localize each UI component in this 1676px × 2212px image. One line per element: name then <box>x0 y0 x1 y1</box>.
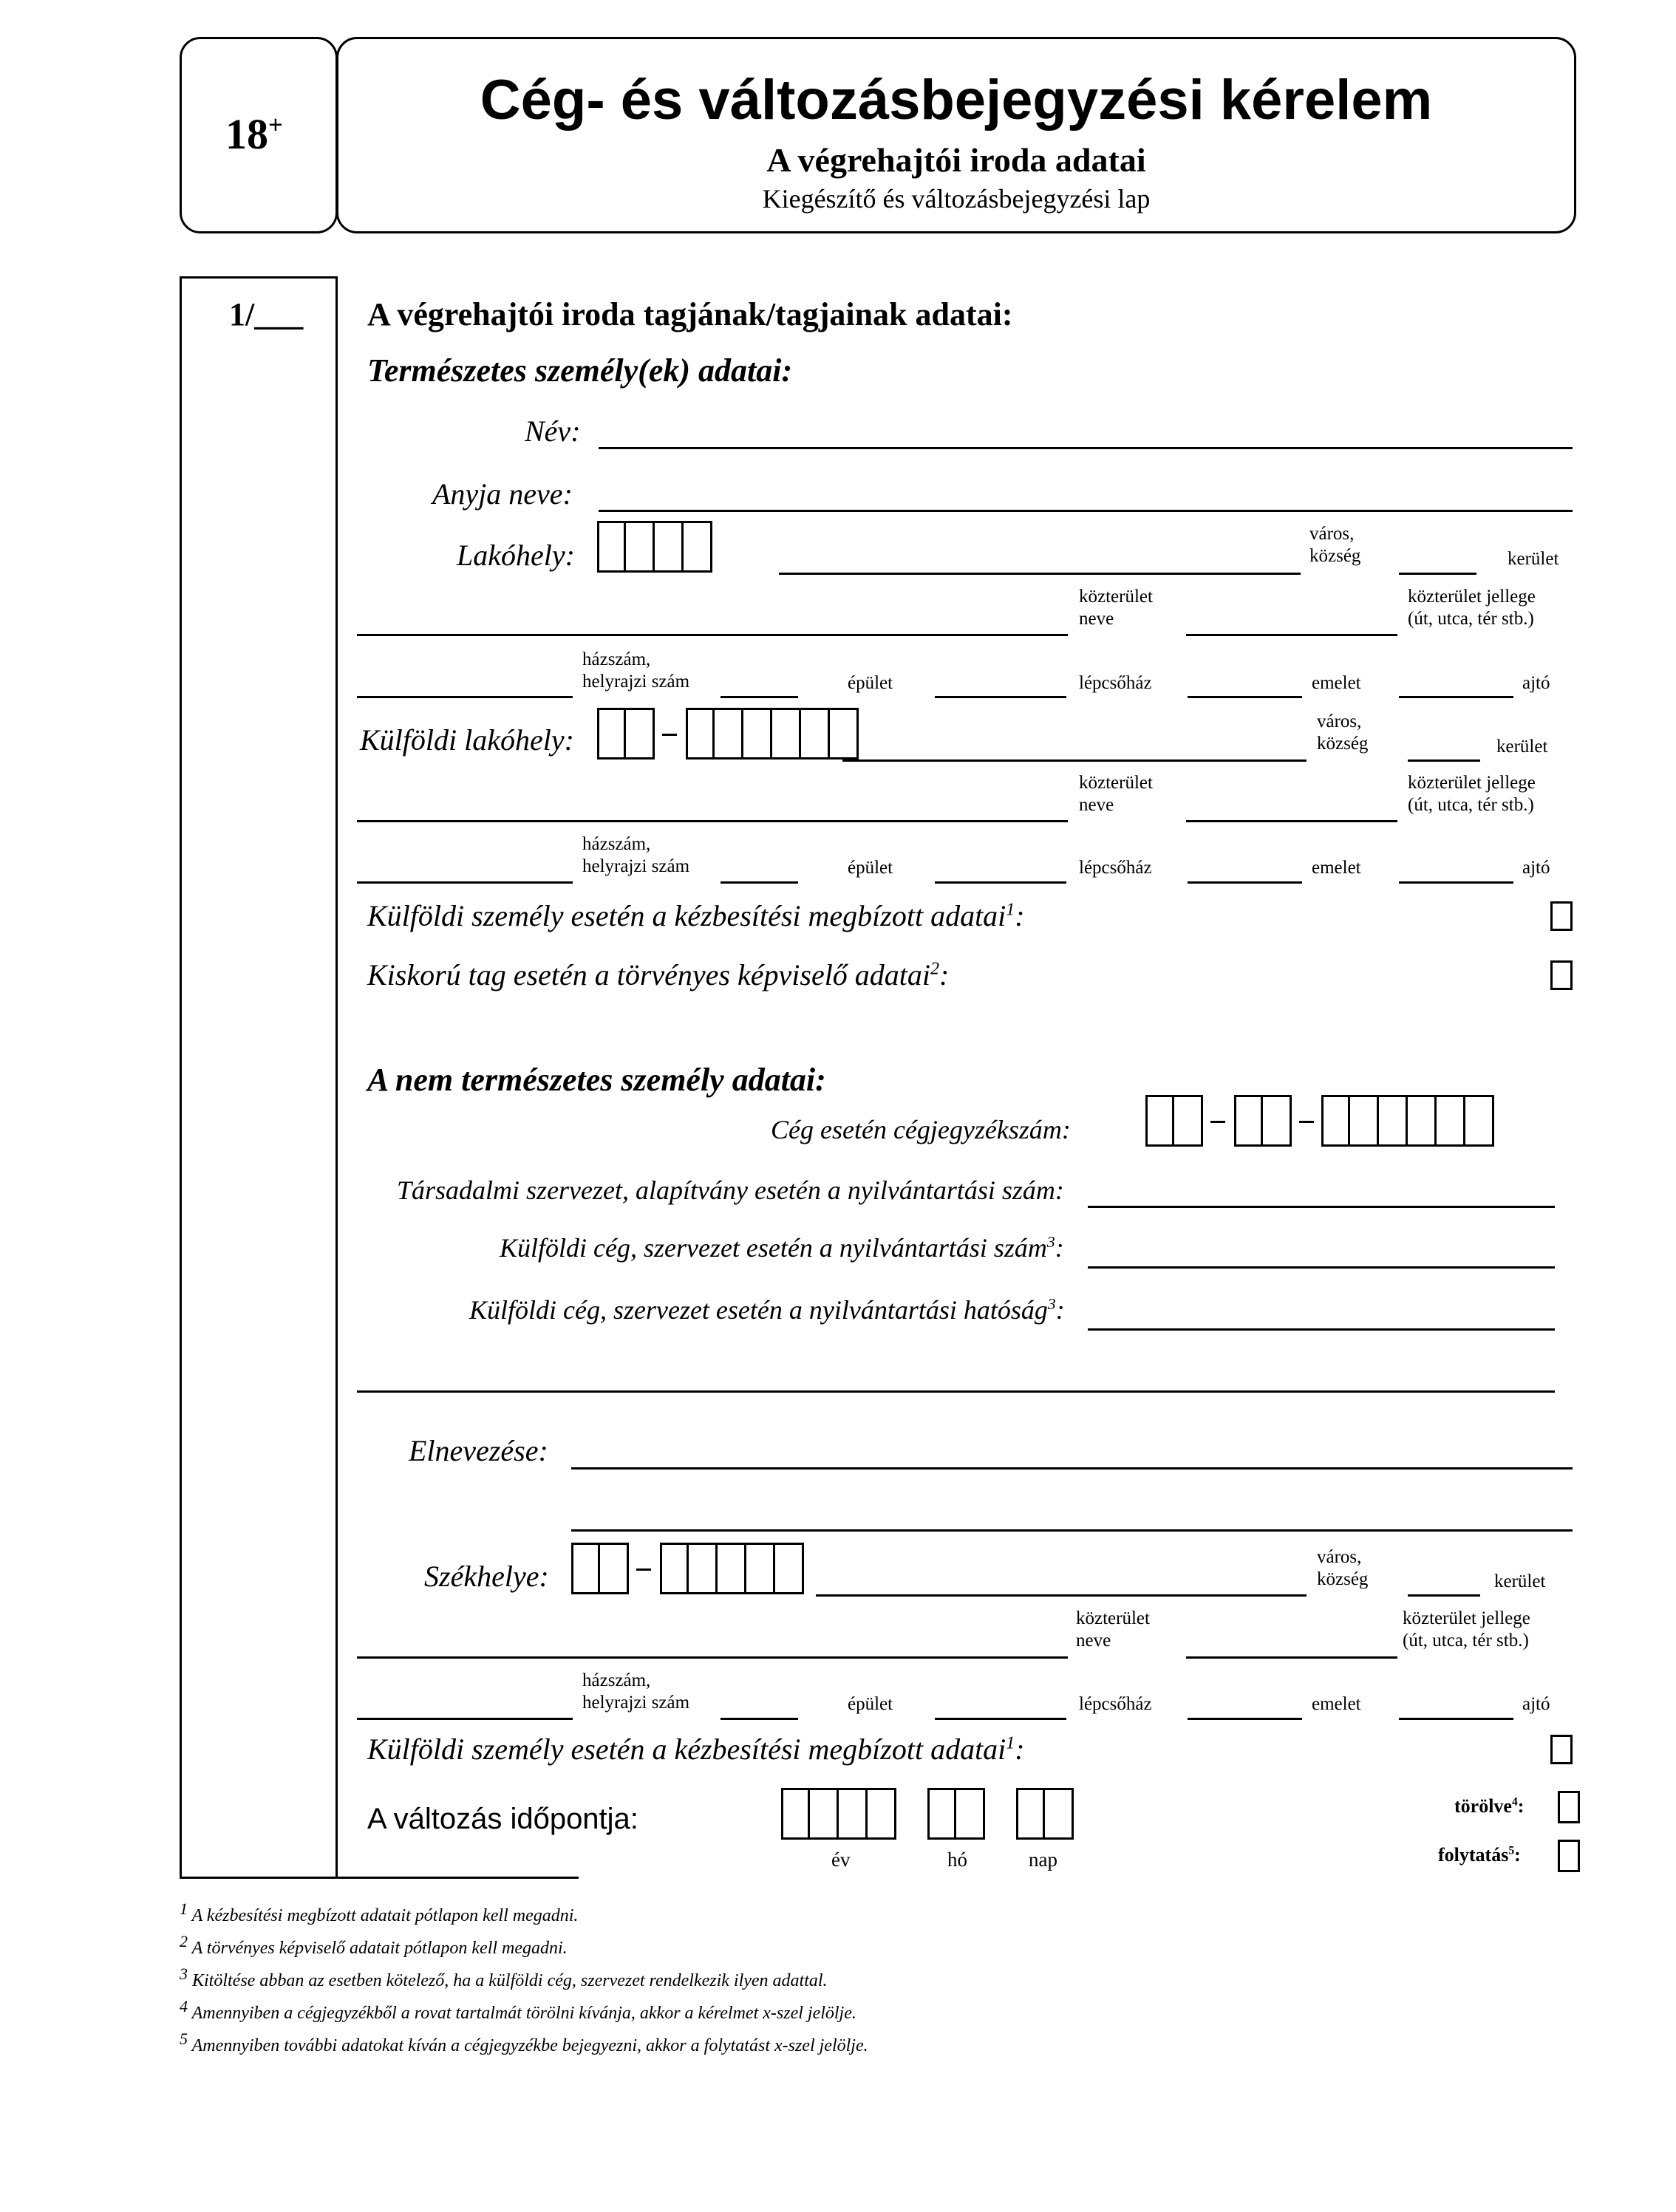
residence-street-type-field[interactable] <box>1186 634 1397 636</box>
foreign-staircase-field[interactable] <box>935 881 1066 884</box>
foreign-door-field[interactable] <box>1399 881 1513 884</box>
page-sub-subtitle: Kiegészítő és változásbejegyzési lap <box>762 184 1151 214</box>
mother-name-field[interactable] <box>599 510 1573 512</box>
residence-house-field[interactable] <box>357 696 573 698</box>
foreign-dash <box>662 734 677 736</box>
foreign-floor-field[interactable] <box>1188 881 1302 884</box>
residence-staircase-field[interactable] <box>935 696 1066 698</box>
residence-city-field[interactable] <box>779 573 1301 575</box>
seat-street-name-field[interactable] <box>357 1656 1068 1659</box>
form-number: 18+ <box>225 110 283 158</box>
seat-zip-cells[interactable] <box>660 1543 804 1594</box>
seat-building-label: épület <box>848 1694 893 1714</box>
seat-district-label: kerület <box>1494 1571 1546 1591</box>
foreign-building-label: épület <box>848 858 893 878</box>
entity-name-field[interactable] <box>571 1467 1573 1469</box>
seat-label: Székhelye: <box>424 1560 549 1593</box>
delivery-agent-checkbox[interactable] <box>1550 901 1573 931</box>
residence-label: Lakóhely: <box>457 539 575 572</box>
seat-door-label: ajtó <box>1522 1694 1550 1714</box>
seat-street-type-field[interactable] <box>1186 1656 1397 1659</box>
change-date-label: A változás időpontja: <box>367 1803 638 1835</box>
reg-number-type-cells[interactable] <box>1234 1095 1292 1147</box>
seat-street-type-label: közterület jellege (út, utca, tér stb.) <box>1403 1608 1530 1651</box>
page-subtitle: A végrehajtói iroda adatai <box>766 141 1146 179</box>
continued-checkbox[interactable] <box>1558 1840 1580 1872</box>
house-label: házszám, helyrajzi szám <box>582 649 690 692</box>
section-number: 1/___ <box>229 296 304 332</box>
footnote-4: 4 Amennyiben a cégjegyzékből a rovat tartalmát törölni kívánja, akkor a kérelmet x-szel jelölje. <box>180 1997 856 2023</box>
deleted-label: törölve$^4$: <box>1454 1795 1525 1817</box>
seat-staircase-label: lépcsőház <box>1079 1694 1152 1714</box>
residence-street-name-field[interactable] <box>357 634 1068 636</box>
street-type-label: közterület jellege (út, utca, tér stb.) <box>1408 587 1536 629</box>
section-heading: A végrehajtói iroda tagjának/tagjainak adatai: <box>367 296 1013 332</box>
foreign-door-label: ajtó <box>1522 858 1550 878</box>
foreign-street-name-field[interactable] <box>357 820 1068 822</box>
reg-number-serial-cells[interactable] <box>1321 1095 1494 1147</box>
entity-name-label: Elnevezése: <box>409 1434 548 1467</box>
seat-building-field[interactable] <box>721 1718 798 1720</box>
delivery-agent-label: Külföldi személy esetén a kézbesítési megbízott adatai$^1$: <box>367 899 1025 932</box>
foreign-residence-zip-cells[interactable] <box>686 708 859 759</box>
org-reg-field[interactable] <box>1088 1206 1555 1208</box>
building-label: épület <box>848 673 893 693</box>
month-label: hó <box>947 1849 967 1871</box>
foreign-city-label: város, község <box>1317 711 1369 754</box>
residence-zip-cells[interactable] <box>597 521 712 573</box>
street-name-label: közterület neve <box>1079 587 1153 629</box>
minor-representative-label: Kiskorú tag esetén a törvényes képviselő adatai$^2$: <box>367 958 950 991</box>
seat-district-field[interactable] <box>1408 1594 1480 1597</box>
seat-country-cells[interactable] <box>571 1543 629 1594</box>
footnote-3: 3 Kitöltése abban az esetben kötelező, ha a külföldi cég, szervezet rendelkezik ilyen adattal. <box>180 1964 828 1990</box>
foreign-residence-country-cells[interactable] <box>597 708 655 759</box>
foreign-district-field[interactable] <box>1408 759 1480 762</box>
seat-delivery-agent-checkbox[interactable] <box>1550 1735 1573 1764</box>
foreign-auth-label: Külföldi cég, szervezet esetén a nyilvántartási hatóság$^3$: <box>469 1295 1065 1325</box>
reg-number-court-cells[interactable] <box>1145 1095 1203 1147</box>
mother-name-label: Anyja neve: <box>432 477 573 511</box>
foreign-house-label: házszám, helyrajzi szám <box>582 834 690 876</box>
day-label: nap <box>1029 1849 1057 1871</box>
natural-person-heading: Természetes személy(ek) adatai: <box>367 352 793 389</box>
reg-number-label: Cég esetén cégjegyzékszám: <box>771 1115 1071 1144</box>
minor-representative-checkbox[interactable] <box>1550 960 1573 990</box>
foreign-residence-label: Külföldi lakóhely: <box>360 723 574 757</box>
foreign-auth-field[interactable] <box>1088 1328 1555 1331</box>
section-number-column <box>180 276 338 1878</box>
page-title: Cég- és változásbejegyzési kérelem <box>480 69 1433 132</box>
reg-dash-2 <box>1299 1121 1314 1123</box>
continued-label: folytatás$^5$: <box>1438 1844 1521 1865</box>
change-day-cells[interactable] <box>1016 1788 1074 1840</box>
seat-city-field[interactable] <box>816 1594 1307 1597</box>
entity-name-field-2[interactable] <box>571 1529 1573 1532</box>
footnote-5: 5 Amennyiben további adatokat kíván a cégjegyzékbe bejegyezni, akkor a folytatást x-szel jelölje. <box>180 2030 868 2055</box>
residence-district-field[interactable] <box>1399 573 1476 575</box>
foreign-street-type-label: közterület jellege (út, utca, tér stb.) <box>1408 773 1536 815</box>
foreign-building-field[interactable] <box>721 881 798 884</box>
seat-street-name-label: közterület neve <box>1076 1608 1150 1651</box>
door-label: ajtó <box>1522 673 1550 693</box>
footnote-2: 2 A törvényes képviselő adatait pótlapon kell megadni. <box>180 1932 568 1958</box>
foreign-reg-label: Külföldi cég, szervezet esetén a nyilvántartási szám$^3$: <box>500 1233 1064 1263</box>
foreign-street-name-label: közterület neve <box>1079 773 1153 815</box>
change-month-cells[interactable] <box>927 1788 985 1840</box>
seat-floor-field[interactable] <box>1188 1718 1302 1720</box>
year-label: év <box>831 1849 851 1871</box>
name-field[interactable] <box>599 447 1573 449</box>
seat-floor-label: emelet <box>1312 1694 1361 1714</box>
residence-door-field[interactable] <box>1399 696 1513 698</box>
seat-door-field[interactable] <box>1399 1718 1513 1720</box>
staircase-label: lépcsőház <box>1079 673 1152 693</box>
seat-dash <box>636 1568 651 1571</box>
foreign-district-label: kerület <box>1496 737 1548 757</box>
change-year-cells[interactable] <box>781 1788 896 1840</box>
reg-dash-1 <box>1210 1121 1225 1123</box>
seat-delivery-agent-label: Külföldi személy esetén a kézbesítési megbízott adatai$^1$: <box>367 1733 1025 1766</box>
foreign-house-field[interactable] <box>357 881 573 884</box>
foreign-auth-field-2[interactable] <box>357 1390 1555 1393</box>
residence-building-field[interactable] <box>721 696 798 698</box>
floor-label: emelet <box>1312 673 1361 693</box>
foreign-street-type-field[interactable] <box>1186 820 1397 822</box>
seat-city-label: város, község <box>1317 1547 1369 1589</box>
seat-house-field[interactable] <box>357 1718 573 1720</box>
seat-house-label: házszám, helyrajzi szám <box>582 1670 690 1713</box>
foreign-reg-field[interactable] <box>1088 1266 1555 1269</box>
legal-person-heading: A nem természetes személy adatai: <box>367 1062 826 1098</box>
footnote-1: 1 A kézbesítési megbízott adatait pótlapon kell megadni. <box>180 1899 579 1925</box>
deleted-checkbox[interactable] <box>1558 1791 1580 1823</box>
foreign-staircase-label: lépcsőház <box>1079 858 1152 878</box>
org-reg-label: Társadalmi szervezet, alapítvány esetén a nyilvántartási szám: <box>397 1175 1064 1205</box>
residence-floor-field[interactable] <box>1188 696 1302 698</box>
name-label: Név: <box>525 414 581 448</box>
footnotes <box>180 1899 868 2069</box>
district-label: kerület <box>1508 549 1559 569</box>
city-label: város, község <box>1309 524 1361 566</box>
column-bottom-line <box>180 1877 579 1879</box>
foreign-city-field[interactable] <box>842 759 1307 762</box>
seat-staircase-field[interactable] <box>935 1718 1066 1720</box>
foreign-floor-label: emelet <box>1312 858 1361 878</box>
